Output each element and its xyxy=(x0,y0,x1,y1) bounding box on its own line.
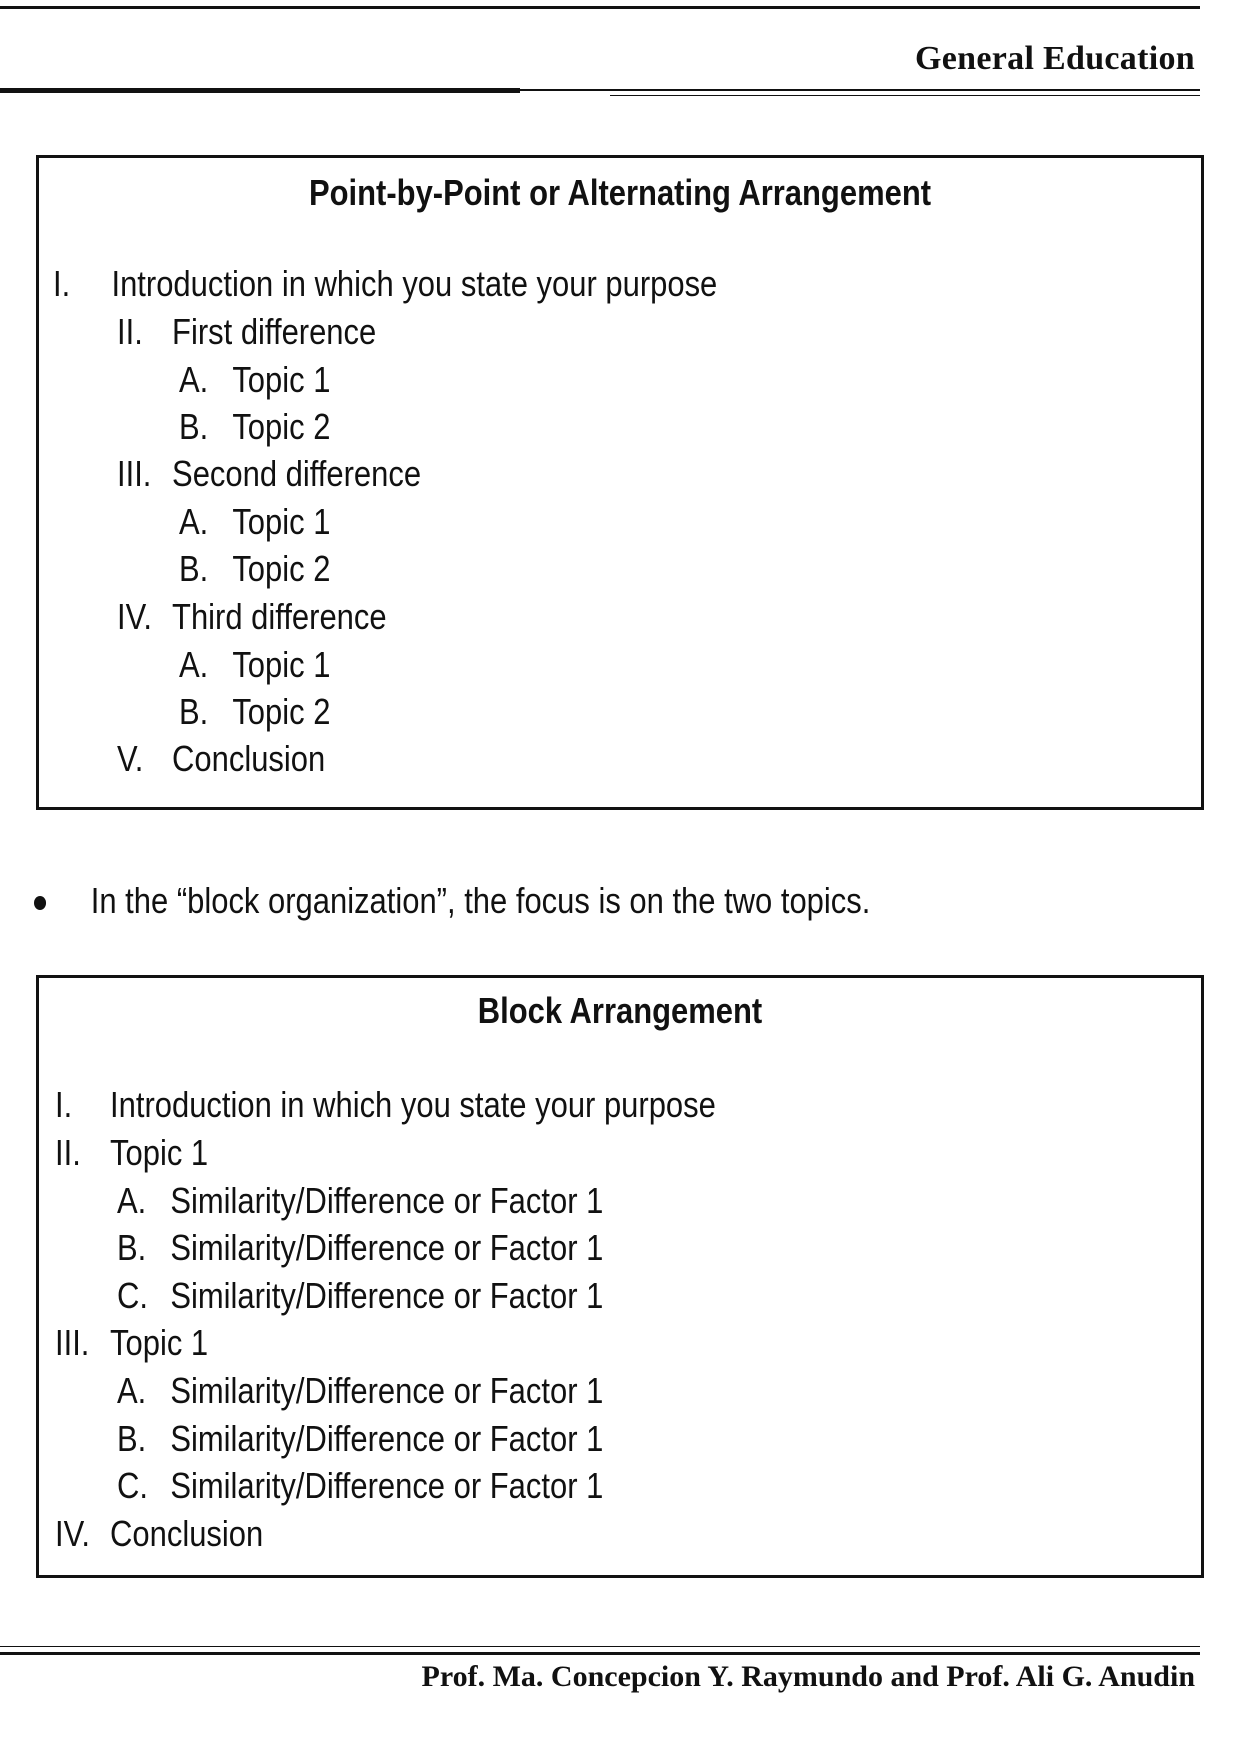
header-title: General Education xyxy=(915,40,1195,77)
footer-rule-thin xyxy=(0,1646,1200,1647)
outline-item: A. Topic 1 xyxy=(179,359,331,400)
outline-item: A. Topic 1 xyxy=(179,644,331,685)
outline-item: C. Similarity/Difference or Factor 1 xyxy=(117,1465,604,1506)
point-by-point-title: Point-by-Point or Alternating Arrangement xyxy=(308,172,932,213)
header-bottom-rule-lower xyxy=(610,95,1200,96)
outline-item: B. Similarity/Difference or Factor 1 xyxy=(117,1227,604,1268)
block-arrangement-title: Block Arrangement xyxy=(477,990,763,1031)
outline-item: B. Similarity/Difference or Factor 1 xyxy=(117,1418,604,1459)
outline-item: I. Introduction in which you state your purpose xyxy=(53,263,718,304)
outline-item: III. Topic 1 xyxy=(55,1322,209,1363)
bullet-icon xyxy=(34,896,46,910)
header-bottom-rule-thick xyxy=(0,88,520,93)
outline-item: A. Topic 1 xyxy=(179,501,331,542)
header-bottom-rule-thin xyxy=(520,89,1200,91)
point-by-point-box xyxy=(36,155,1204,810)
footer-rule-thick xyxy=(0,1652,1200,1655)
outline-item: A. Similarity/Difference or Factor 1 xyxy=(117,1370,604,1411)
bullet-text: In the “block organization”, the focus is on the two topics. xyxy=(90,880,871,921)
outline-item: B. Topic 2 xyxy=(179,548,331,589)
block-arrangement-box xyxy=(36,975,1204,1578)
outline-item: B. Topic 2 xyxy=(179,691,331,732)
bullet-paragraph xyxy=(34,880,870,922)
header-top-rule xyxy=(0,6,1200,9)
outline-item: B. Topic 2 xyxy=(179,406,331,447)
outline-item: C. Similarity/Difference or Factor 1 xyxy=(117,1275,604,1316)
footer-authors: Prof. Ma. Concepcion Y. Raymundo and Prof. Ali G. Anudin xyxy=(421,1660,1195,1693)
outline-item: III. Second difference xyxy=(117,453,422,494)
outline-item: A. Similarity/Difference or Factor 1 xyxy=(117,1180,604,1221)
outline-item: II. First difference xyxy=(117,311,377,352)
outline-item: I. Introduction in which you state your purpose xyxy=(55,1084,716,1125)
outline-item: II. Topic 1 xyxy=(55,1132,209,1173)
outline-item: V. Conclusion xyxy=(117,738,326,779)
outline-item: IV. Conclusion xyxy=(55,1513,264,1554)
outline-item: IV. Third difference xyxy=(117,596,387,637)
